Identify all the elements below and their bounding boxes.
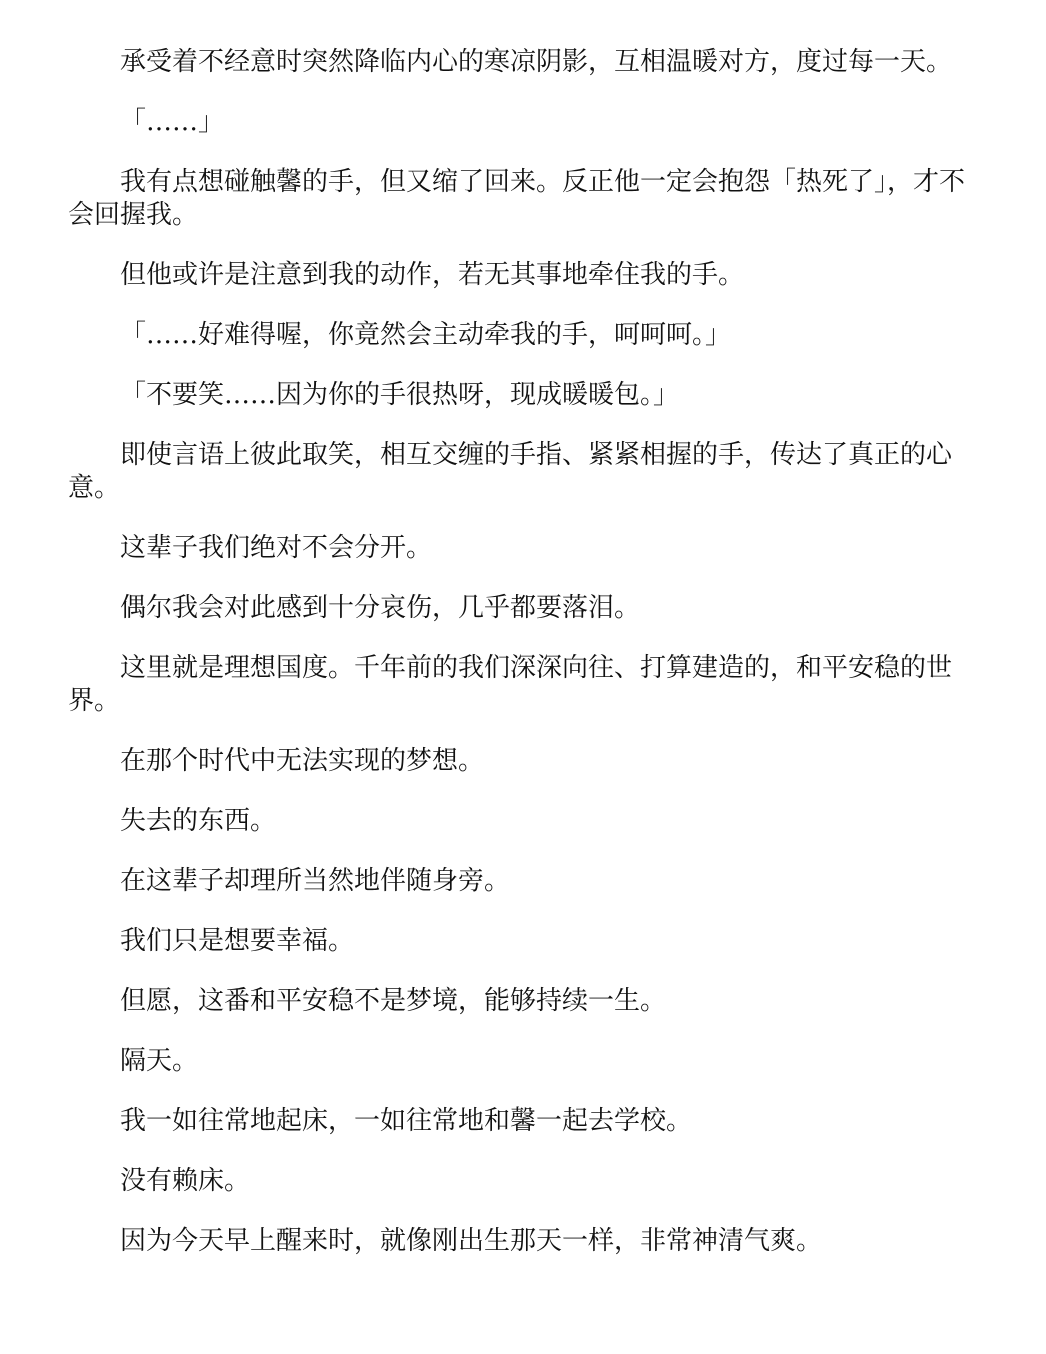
paragraph: 承受着不经意时突然降临内心的寒凉阴影，互相温暖对方，度过每一天。: [120, 47, 953, 77]
paragraph: 我一如往常地起床，一如往常地和馨一起去学校。: [120, 1106, 693, 1136]
paragraph: 「不要笑……因为你的手很热呀，现成暖暖包。」: [120, 380, 680, 410]
body-text: [68, 46, 980, 1285]
paragraph: 但他或许是注意到我的动作，若无其事地牵住我的手。: [120, 260, 745, 290]
paragraph: 我有点想碰触馨的手，但又缩了回来。反正他一定会抱怨「热死了」，才不会回握我。: [68, 167, 966, 230]
paragraph: 偶尔我会对此感到十分哀伤，几乎都要落泪。: [120, 593, 641, 623]
paragraph: 「……好难得喔，你竟然会主动牵我的手，呵呵呵。」: [120, 320, 732, 350]
paragraph: 即使言语上彼此取笑，相互交缠的手指、紧紧相握的手，传达了真正的心意。: [68, 440, 953, 503]
paragraph: 在这辈子却理所当然地伴随身旁。: [120, 866, 511, 896]
paragraph: 没有赖床。: [120, 1166, 251, 1196]
paragraph: 我们只是想要幸福。: [120, 926, 355, 956]
paragraph: 在那个时代中无法实现的梦想。: [120, 746, 485, 776]
paragraph: 但愿，这番和平安稳不是梦境，能够持续一生。: [120, 986, 667, 1016]
paragraph: 因为今天早上醒来时，就像刚出生那天一样，非常神清气爽。: [120, 1226, 823, 1256]
paragraph: 「……」: [120, 107, 225, 137]
paragraph: 隔天。: [120, 1046, 199, 1076]
paragraph: 失去的东西。: [120, 806, 277, 836]
paragraph: 这里就是理想国度。千年前的我们深深向往、打算建造的，和平安稳的世界。: [68, 653, 953, 716]
paragraph: 这辈子我们绝对不会分开。: [120, 533, 433, 563]
